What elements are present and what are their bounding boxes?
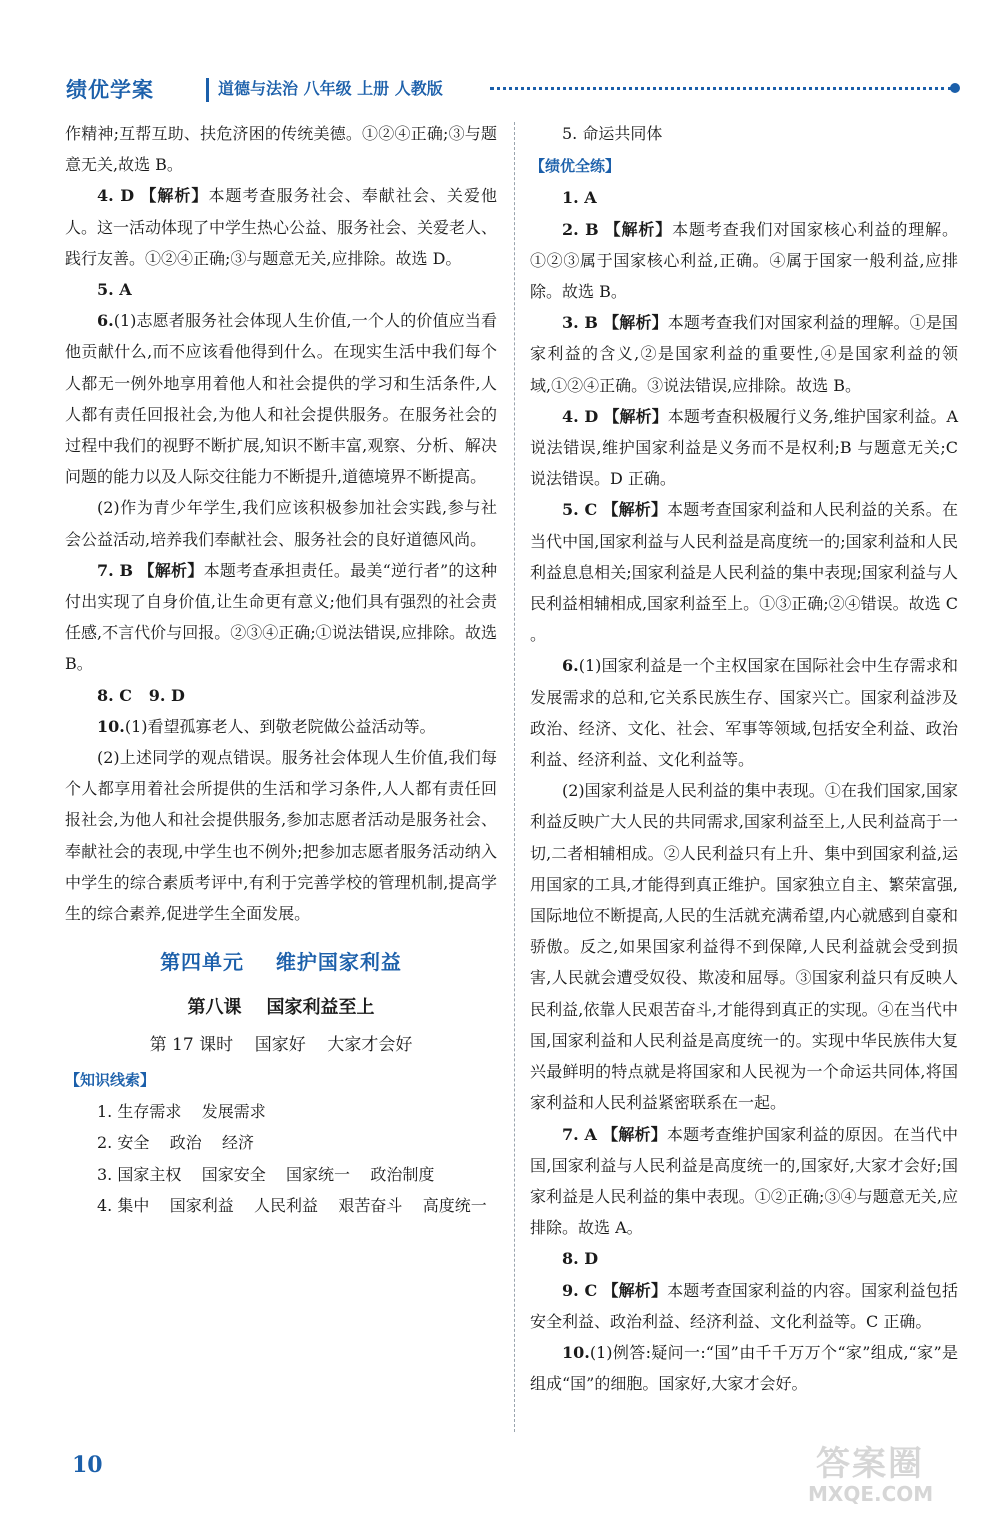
brand-divider: [206, 78, 209, 102]
practice-answer-7: [530, 1119, 958, 1244]
practice-answer-2: [530, 214, 958, 308]
left-column: [65, 118, 497, 1221]
page-header: [60, 70, 960, 106]
knowledge-item-4: 4. 集中 国家利益 人民利益 艰苦奋斗 高度统一: [97, 1195, 487, 1215]
section-heading-knowledge: 【知识线索】: [65, 1070, 156, 1089]
analysis-tag: 【解析】: [603, 406, 668, 426]
watermark-url: MXQE.COM: [808, 1482, 934, 1506]
answer-number: 7. B: [97, 560, 134, 580]
header-dotted-line: [490, 87, 952, 90]
analysis-tag: 【解析】: [602, 1280, 668, 1300]
practice-answer-3: [530, 307, 958, 401]
analysis-tag: 【解析】: [603, 313, 668, 333]
answer-8-9: 8. C 9. D: [97, 685, 185, 705]
answer-number: 6.: [562, 656, 579, 676]
answer-text: 本题考查承担责任。最美“逆行者”的这种付出实现了自身价值,让生命更有意义;他们具有强烈的社会责任感,不言代价与回报。②③④正确;①说法错误,应排除。故选 B。: [65, 560, 497, 674]
practice-answer-10: [530, 1337, 958, 1399]
answer-text: 本题考查我们对国家核心利益的理解。①②③属于国家核心利益,正确。④属于国家一般利益,应排除。故选 B。: [530, 219, 958, 302]
practice-answer-8: 8. D: [562, 1249, 599, 1269]
unit-title: 第四单元 维护国家利益: [160, 950, 402, 975]
answer-6-part-1: [65, 305, 497, 492]
answer-text: (1)例答:疑问一:“国”由千千万万个“家”组成,“家”是组成“国”的细胞。国家好,大家才会好。: [530, 1342, 958, 1394]
period-title: 第 17 课时 国家好 大家才会好: [149, 1034, 413, 1055]
answer-text: 本题考查维护国家利益的原因。在当代中国,国家利益与人民利益是高度统一的,国家好,大家才会好;国家利益是人民利益的集中表现。①②正确;③④与题意无关,应排除。故选 A。: [530, 1124, 958, 1238]
practice-answer-6-part-1: [530, 650, 958, 775]
analysis-tag: 【解析】: [602, 1124, 667, 1144]
answer-text: (1)国家利益是一个主权国家在国际社会中生存需求和发展需求的总和,它关系民族生存、国家兴亡。国家利益涉及政治、经济、文化、社会、军事等领域,包括安全利益、政治利益、经济利益、文化利益等。: [530, 656, 958, 770]
answer-number: 2. B: [562, 219, 599, 239]
practice-answer-5: [530, 494, 958, 650]
answer-6-part-2: (2)作为青少年学生,我们应该积极参加社会实践,参与社会公益活动,培养我们奉献社会、服务社会的良好道德风尚。: [65, 498, 497, 549]
answer-number: 6.: [97, 311, 114, 331]
answer-number: 10.: [562, 1342, 590, 1362]
answer-text: (1)志愿者服务社会体现人生价值,一个人的价值应当看他贡献什么,而不应该看他得到什么。在现实生活中我们每个人都无一例外地享用着他人和社会提供的学习和生活条件,人人都有责任回报社会,为他人和社会提供服务。在服务社会的过程中我们的视野不断扩展,知识不断丰富,观察、分析、解决问题的能力以及人际交往能力不断提升,道德境界不断提高。: [65, 311, 497, 487]
answer-10-part-2: (2)上述同学的观点错误。服务社会体现人生价值,我们每个人都享用着社会所提供的生活和学习条件,人人都有责任回报社会,为他人和社会提供服务,参加志愿者活动是服务社会、奉献社会的表现,中学生也不例外;把参加志愿者服务活动纳入中学生的综合素质考评中,有利于完善学校的管理机制,提高学生的综合素养,促进学生全面发展。: [65, 748, 497, 924]
page-number: 10: [72, 1452, 103, 1478]
practice-answer-4: [530, 401, 958, 495]
answer-4: [65, 180, 497, 274]
watermark-logo: [808, 1436, 948, 1511]
answer-text: 本题考查服务社会、奉献社会、关爱他人。这一活动体现了中学生热心公益、服务社会、关爱老人、践行友善。①②④正确;③与题意无关,应排除。故选 D。: [65, 186, 498, 268]
answer-text: 本题考查国家利益的内容。国家利益包括安全利益、政治利益、经济利益、文化利益等。C 正确。: [530, 1280, 958, 1331]
right-column: [530, 118, 958, 1399]
knowledge-item-2: 2. 安全 政治 经济: [97, 1133, 255, 1153]
section-heading-practice: 【绩优全练】: [530, 157, 621, 176]
book-subtitle: 道德与法治 八年级 上册 人教版: [218, 79, 443, 98]
answer-7: [65, 555, 497, 680]
answer-number: 3. B: [562, 313, 598, 333]
knowledge-item-3: 3. 国家主权 国家安全 国家统一 政治制度: [97, 1164, 435, 1184]
answer-continuation: 作精神;互帮互助、扶危济困的传统美德。①②④正确;③与题意无关,故选 B。: [65, 124, 497, 175]
header-end-dot: [950, 83, 960, 93]
answer-text: 本题考查积极履行义务,维护国家利益。A 说法错误,维护国家利益是义务而不是权利;B 与题意无关;C 说法错误。D 正确。: [530, 406, 958, 489]
answer-number: 4. D: [97, 186, 135, 206]
knowledge-item-5: 5. 命运共同体: [562, 124, 663, 143]
answer-text: 本题考查国家利益和人民利益的关系。在当代中国,国家利益与人民利益是高度统一的;国家利益和人民利益息息相关;国家利益是人民利益的集中表现;国家利益与人民利益相辅相成,国家利益至上。①③正确;②④错误。故选 C 。: [530, 500, 958, 645]
answer-number: 5. C: [562, 500, 598, 520]
answer-number: 10.: [97, 716, 125, 736]
analysis-tag: 【解析】: [138, 560, 204, 580]
watermark-text: 答案圈: [816, 1444, 924, 1484]
brand-logo: 绩优学案: [66, 78, 154, 102]
answer-text: 本题考查我们对国家利益的理解。①是国家利益的含义,②是国家利益的重要性,④是国家利益的领域,①②④正确。③说法错误,应排除。故选 B。: [530, 313, 958, 395]
lesson-title: 第八课 国家利益至上: [187, 997, 375, 1019]
analysis-tag: 【解析】: [604, 219, 673, 239]
analysis-tag: 【解析】: [602, 500, 668, 520]
answer-5: 5. A: [97, 280, 132, 300]
analysis-tag: 【解析】: [140, 186, 209, 206]
answer-10-part-1: [65, 711, 497, 742]
answer-text: (1)看望孤寡老人、到敬老院做公益活动等。: [124, 716, 436, 736]
column-divider: [514, 122, 515, 1432]
practice-answer-1: 1. A: [562, 188, 597, 208]
practice-answer-9: [530, 1275, 958, 1337]
answer-number: 7. A: [562, 1124, 597, 1144]
answer-number: 4. D: [562, 406, 599, 426]
practice-answer-6-part-2: (2)国家利益是人民利益的集中表现。①在我们国家,国家利益反映广大人民的共同需求,国家利益至上,人民利益高于一切,二者相辅相成。②人民利益只有上升、集中到国家利益,运用国家的工具,才能得到真正维护。国家独立自主、繁荣富强,国际地位不断提高,人民的生活就充满希望,内心就感到自豪和骄傲。反之,如果国家利益得不到保障,人民利益就会受到损害,人民就会遭受奴役、欺凌和屈辱。③国家利益只有反映人民利益,依靠人民艰苦奋斗,才能得到真正的实现。④在当代中国,国家利益和人民利益是高度统一的。实现中华民族伟大复兴最鲜明的特点就是将国家和人民视为一个命运共同体,将国家利益和人民利益紧密联系在一起。: [530, 781, 958, 1113]
answer-number: 9. C: [562, 1280, 598, 1300]
knowledge-item-1: 1. 生存需求 发展需求: [97, 1102, 266, 1122]
